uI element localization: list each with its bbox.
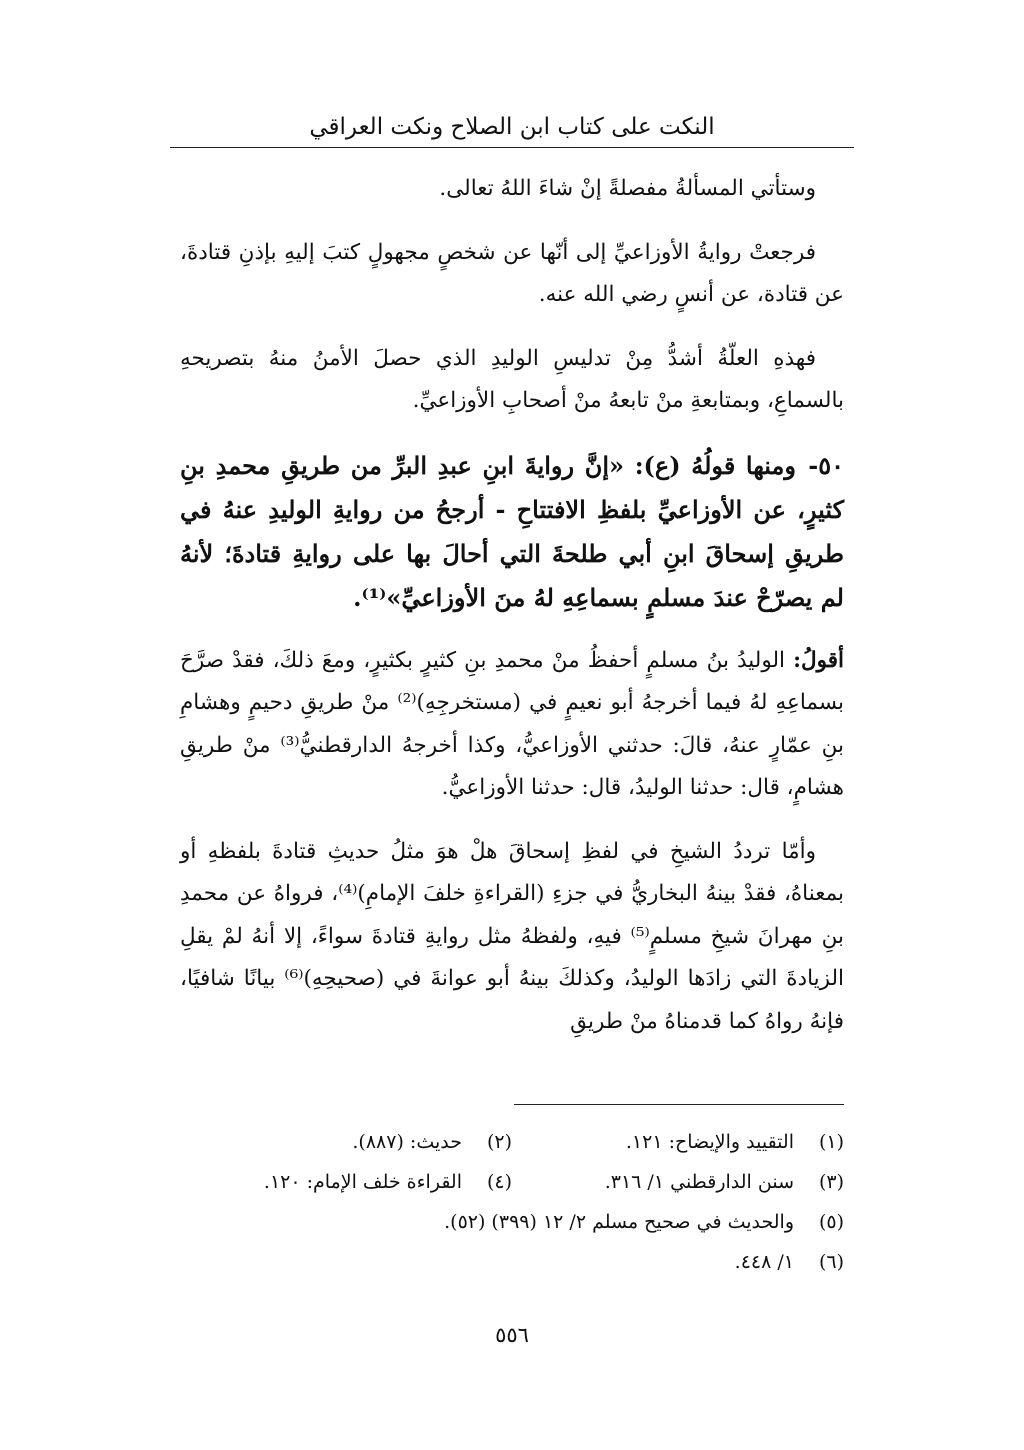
- footnote-4: [180, 1162, 512, 1202]
- running-header: النكت على كتاب ابن الصلاح ونكت العراقي: [309, 114, 715, 140]
- footnote-row: [180, 1202, 844, 1242]
- footnote-number: (٥): [818, 1211, 844, 1233]
- footnote-number: (٢): [486, 1131, 512, 1153]
- item-number: ٥٠-: [808, 450, 844, 480]
- page-number: ٥٥٦: [495, 1323, 529, 1347]
- paragraph-3: فهذهِ العلّةُ أشدُّ مِنْ تدليسِ الوليدِ الذي حصلَ الأمنُ منهُ بتصريحهِ بالسماعِ، وبمتابعةِ منْ تابعهُ منْ أصحابِ الأوزاعيِّ.: [180, 345, 844, 413]
- footnote-text: سنن الدارقطني ١/ ٣١٦.: [604, 1171, 794, 1193]
- footnote-text: ١/ ٤٤٨.: [734, 1251, 794, 1273]
- footnote-5: [180, 1202, 844, 1242]
- footnote-text: والحديث في صحيح مسلم ٢/ ١٢ (٣٩٩) (٥٢).: [444, 1211, 794, 1233]
- footnote-row: [180, 1122, 844, 1162]
- paragraph-4: [180, 640, 844, 810]
- paragraph-1: وستأتي المسألةُ مفصلةً إنْ شاءَ اللهُ تعالى.: [439, 176, 816, 201]
- main-text: [180, 168, 844, 1064]
- numbered-item-50: [180, 444, 844, 620]
- footnote-text: القراءة خلف الإمام: ١٢٠.: [263, 1171, 462, 1193]
- footnotes: [180, 1122, 844, 1282]
- paragraph-4-text: الوليدُ بنُ مسلمٍ أحفظُ منْ محمدِ بنِ كثيرٍ بكثيرٍ، ومعَ ذلكَ، فقدْ صرَّحَ بسماعِهِ لهُ فيما أخرجهُ أبو نعيمٍ في (مستخرجِهِ)⁽²⁾ منْ طريقِ دحيمٍ وهشامِ بنِ عمّارٍ عنهُ، قالَ: حدثني الأوزاعيُّ، وكذا أخرجهُ الدارقطنيُّ⁽³⁾ منْ طريقِ هشامٍ، قال: حدثنا الوليدُ، قال: حدثنا الأوزاعيُّ.: [180, 647, 844, 800]
- footnote-text: حديث: (٨٨٧).: [352, 1131, 462, 1153]
- paragraph-5: وأمّا ترددُ الشيخِ في لفظِ إسحاقَ هلْ هوَ مثلُ حديثِ قتادةَ بلفظهِ أو بمعناهُ، فقدْ بينهُ البخاريُّ في جزءِ (القراءةِ خلفَ الإمامِ)⁽⁴⁾، فرواهُ عن محمدِ بنِ مهرانَ شيخِ مسلمٍ⁽⁵⁾ فيهِ، ولفظهُ مثل روايةِ قتادةَ سواءً، إلا أنهُ لمْ يقلِ الزيادةَ التي زادَها الوليدُ، وكذلكَ بينهُ أبو عوانةَ في (صحيحِهِ)⁽⁶⁾ بيانًا شافيًا، فإنهُ رواهُ كما قدمناهُ منْ طريقِ: [180, 838, 845, 1034]
- footnote-number: (٣): [818, 1171, 844, 1193]
- footnote-3: [512, 1162, 844, 1202]
- footnote-number: (١): [818, 1131, 844, 1153]
- paragraph-2: فرجعتْ روايةُ الأوزاعيِّ إلى أنّها عن شخصٍ مجهولٍ كتبَ إليهِ بإذنِ قتادةَ، عن قتادة، عن أنسٍ رضي الله عنه.: [180, 239, 844, 307]
- item-quote-text: ومنها قولُهُ (ع): «إنَّ روايةَ ابنِ عبدِ البرِّ من طريقِ محمدِ بنِ كثيرٍ، عن الأوزاعيِّ بلفظِ الافتتاحِ - أرجحُ من روايةِ الوليدِ عنهُ في طريقِ إسحاقَ ابنِ أبي طلحةَ التي أحالَ بها على روايةِ قتادةَ؛ لأنهُ لم يصرّحْ عندَ مسلمٍ بسماعِهِ لهُ منَ الأوزاعيِّ»⁽¹⁾.: [180, 450, 844, 612]
- footnote-row: [180, 1242, 844, 1282]
- header-divider: [170, 147, 854, 148]
- footnote-number: (٤): [486, 1171, 512, 1193]
- footnote-1: [512, 1122, 844, 1162]
- footnote-text: التقييد والإيضاح: ١٢١.: [625, 1131, 794, 1153]
- paragraph-lead-word: أقولُ:: [793, 647, 844, 673]
- footnote-row: [180, 1162, 844, 1202]
- footnote-number: (٦): [818, 1251, 844, 1273]
- footnote-2: [180, 1122, 512, 1162]
- footnote-6: [180, 1242, 844, 1282]
- footnote-divider: [514, 1104, 844, 1105]
